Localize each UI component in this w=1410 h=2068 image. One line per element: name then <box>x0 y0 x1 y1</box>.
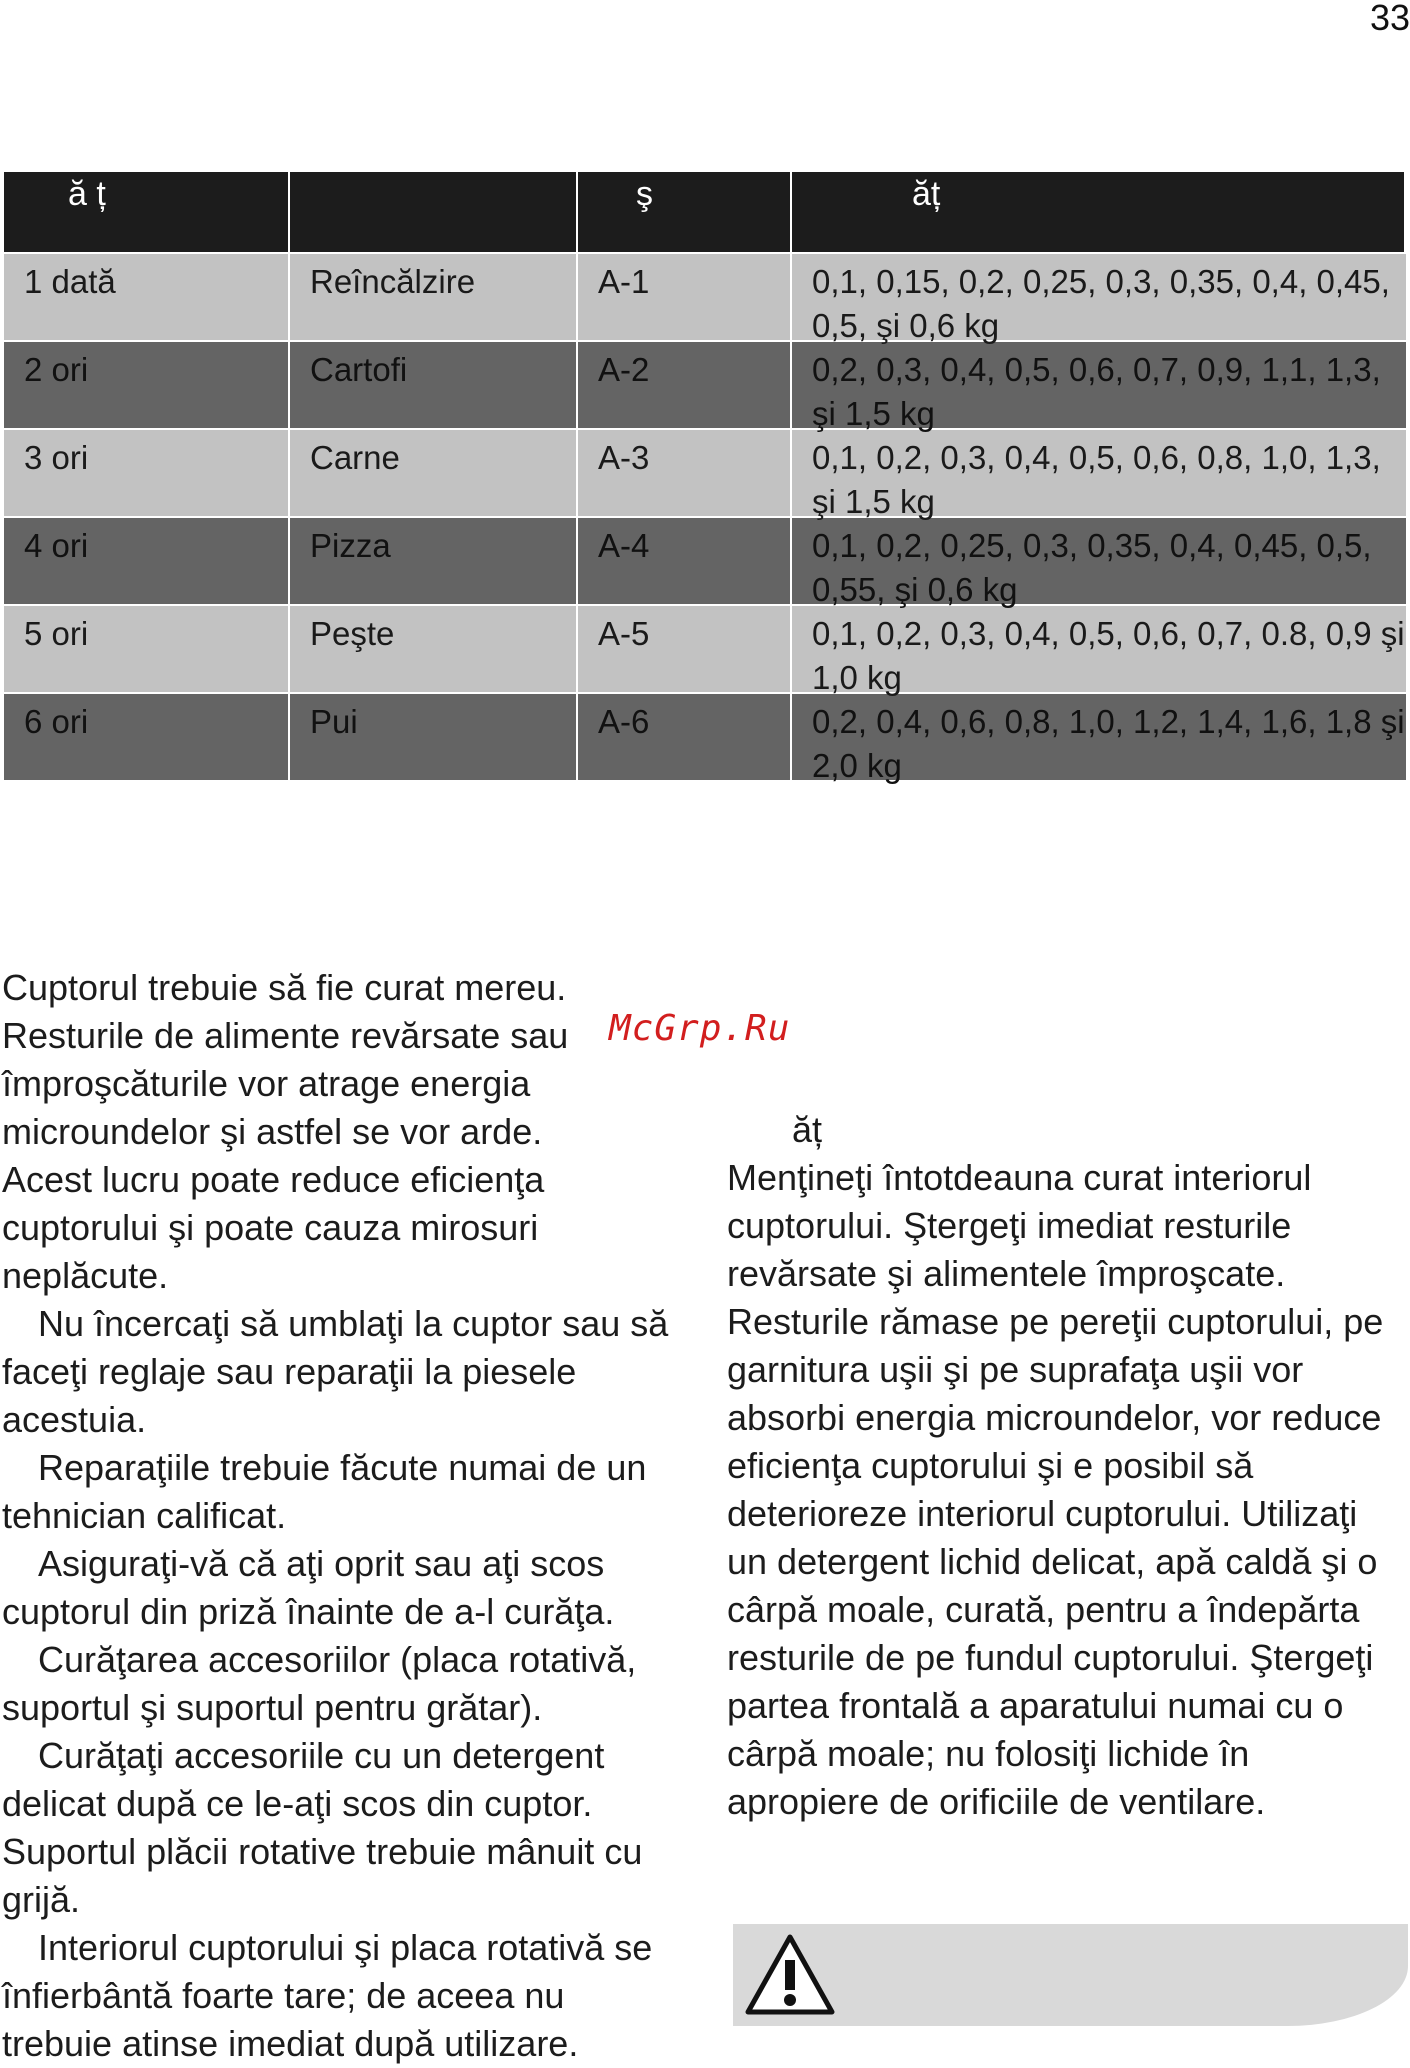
weights-cell: 0,2, 0,3, 0,4, 0,5, 0,6, 0,7, 0,9, 1,1, 1,3, şi 1,5 kg <box>792 342 1406 430</box>
food-cell: Pizza <box>290 518 578 606</box>
watermark-text: McGrp.Ru <box>609 1008 791 1049</box>
table-row <box>4 518 1406 606</box>
paragraph: Menţineţi întotdeauna curat interiorul cuptorului. Ştergeţi imediat resturile revărsate şi alimentele împroşcate. Resturile rămase pe pereţii cuptorului, pe garnitura uşii şi pe suprafaţa uşii vor absorbi energia microundelor, vor reduce eficienţa cuptorului şi e posibil să deterioreze interiorul cuptorului. Utilizaţi un detergent lichid delicat, apă caldă şi o cârpă moale, curată, pentru a îndepărta resturile de pe fundul cuptorului. Ştergeţi partea frontală a aparatului numai cu o cârpă moale; nu folosiţi lichide în apropiere de orificiile de ventilare. <box>727 1157 1384 1822</box>
table-row <box>4 254 1406 342</box>
food-cell: Cartofi <box>290 342 578 430</box>
times-cell: 1 dată <box>4 254 290 342</box>
page-number: 33 <box>1369 0 1410 38</box>
header-cell <box>290 172 578 254</box>
warning-triangle-icon <box>743 1932 837 2023</box>
times-cell: 4 ori <box>4 518 290 606</box>
header-cell: ăț <box>792 172 1406 254</box>
weights-cell: 0,1, 0,15, 0,2, 0,25, 0,3, 0,35, 0,4, 0,45, 0,5, şi 0,6 kg <box>792 254 1406 342</box>
times-cell: 6 ori <box>4 694 290 782</box>
auto-cook-table <box>4 172 1406 782</box>
warning-box <box>733 1924 1408 2026</box>
food-cell: Pui <box>290 694 578 782</box>
food-cell: Reîncălzire <box>290 254 578 342</box>
table-row <box>4 342 1406 430</box>
table-row <box>4 606 1406 694</box>
weights-cell: 0,1, 0,2, 0,3, 0,4, 0,5, 0,6, 0,7, 0.8, 0,9 şi 1,0 kg <box>792 606 1406 694</box>
times-cell: 5 ori <box>4 606 290 694</box>
weights-cell: 0,2, 0,4, 0,6, 0,8, 1,0, 1,2, 1,4, 1,6, 1,8 şi 2,0 kg <box>792 694 1406 782</box>
code-cell: A-5 <box>578 606 792 694</box>
table-header <box>4 172 1406 254</box>
code-cell: A-4 <box>578 518 792 606</box>
table-row <box>4 430 1406 518</box>
food-cell: Peşte <box>290 606 578 694</box>
header-cell: ă ț <box>4 172 290 254</box>
times-cell: 2 ori <box>4 342 290 430</box>
code-cell: A-6 <box>578 694 792 782</box>
paragraph: Nu încercaţi să umblaţi la cuptor sau să faceţi reglaje sau reparaţii la piesele acestuia. <box>2 1303 669 1440</box>
weights-cell: 0,1, 0,2, 0,25, 0,3, 0,35, 0,4, 0,45, 0,5, 0,55, şi 0,6 kg <box>792 518 1406 606</box>
weights-cell: 0,1, 0,2, 0,3, 0,4, 0,5, 0,6, 0,8, 1,0, 1,3, şi 1,5 kg <box>792 430 1406 518</box>
paragraph: Curăţaţi accesoriile cu un detergent delicat după ce le-aţi scos din cuptor. Suportul plăcii rotative trebuie mânuit cu grijă. <box>2 1735 643 1920</box>
paragraph: Asiguraţi-vă că aţi oprit sau aţi scos cuptorul din priză înainte de a-l curăţa. <box>2 1543 615 1632</box>
code-cell: A-1 <box>578 254 792 342</box>
code-cell: A-3 <box>578 430 792 518</box>
cleaning-instructions-right <box>727 1154 1407 1826</box>
table-row <box>4 694 1406 782</box>
paragraph: Interiorul cuptorului şi placa rotativă se înfierbântă foarte tare; de aceea nu trebuie atinse imediat după utilizare. <box>2 1927 653 2064</box>
cleaning-instructions-left <box>2 964 692 2068</box>
paragraph: Cuptorul trebuie să fie curat mereu. Resturile de alimente revărsate sau împroşcăturile vor atrage energia microundelor şi astfel se vor arde. Acest lucru poate reduce eficienţa cuptorului şi poate cauza mirosuri neplăcute. <box>2 967 569 1296</box>
food-cell: Carne <box>290 430 578 518</box>
paragraph: Reparaţiile trebuie făcute numai de un tehnician calificat. <box>2 1447 647 1536</box>
code-cell: A-2 <box>578 342 792 430</box>
times-cell: 3 ori <box>4 430 290 518</box>
paragraph: Curăţarea accesoriilor (placa rotativă, suportul şi suportul pentru grătar). <box>2 1639 637 1728</box>
section-heading: ăț <box>792 1109 823 1150</box>
header-cell: ş <box>578 172 792 254</box>
